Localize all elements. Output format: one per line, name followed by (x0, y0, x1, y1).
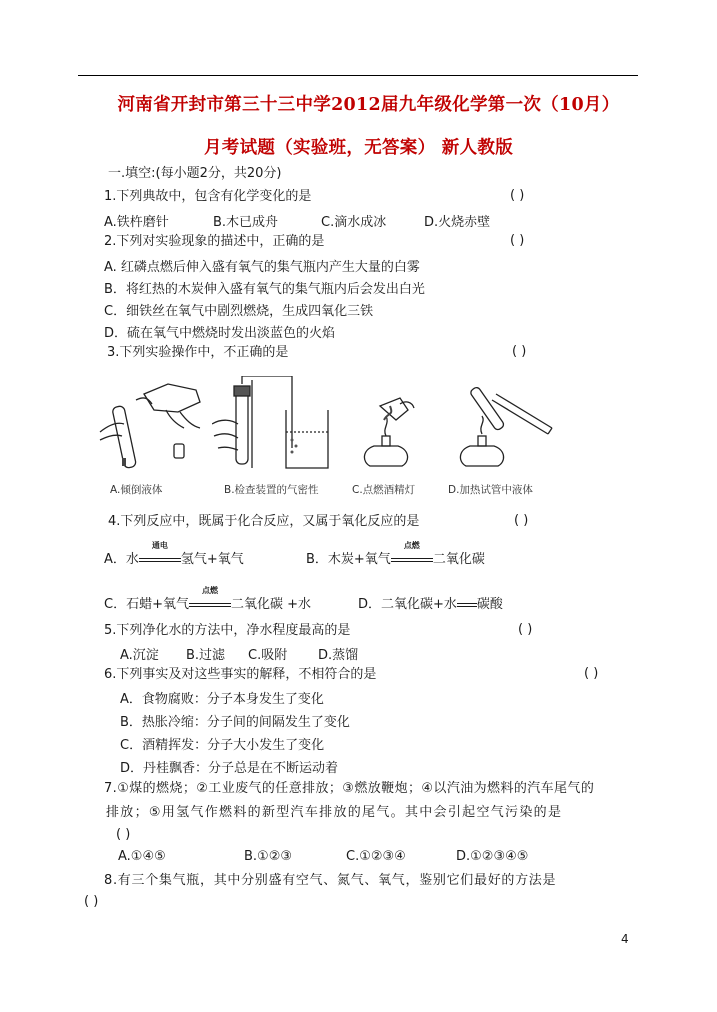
q6-option-b: B．热胀冷缩：分子间的间隔发生了变化 (120, 715, 350, 730)
q7-option-c: C.①②③④ (346, 849, 406, 864)
q8-answer-blank: ( ) (84, 894, 99, 909)
q4-c-condition: 点燃 (201, 586, 218, 595)
q3-caption-b: B.检查装置的气密性 (224, 484, 319, 496)
q5-option-d: D.蒸馏 (318, 648, 359, 663)
page-number: 4 (621, 932, 629, 946)
alcohol-lamp-lighting-illustration (356, 376, 416, 476)
q4-option-a (104, 541, 244, 567)
q4-a-reactants: A．水 (104, 552, 139, 567)
q4-stem: 4.下列反应中，既属于化合反应，又属于氧化反应的是 (108, 514, 420, 529)
q5-option-c: C.吸附 (248, 648, 288, 663)
q2-answer-blank: ( ) (510, 233, 525, 248)
title-line-2: 月考试题（实验班，无答案） 新人教版 (204, 138, 513, 158)
q7-option-b: B.①②③ (244, 849, 293, 864)
q4-c-reactants: C．石蜡+氧气 (104, 597, 189, 612)
q1-option-c: C.滴水成冰 (321, 215, 387, 230)
q3-stem: 3.下列实验操作中，不正确的是 (107, 345, 289, 360)
q3-caption-a: A.倾倒液体 (110, 484, 163, 496)
q4-a-condition: 通电 (151, 541, 168, 550)
q7-answer-blank: ( ) (116, 827, 131, 842)
header-rule (78, 75, 638, 76)
q6-option-c: C．酒精挥发：分子大小发生了变化 (120, 738, 325, 753)
q4-d-products: 碳酸 (476, 597, 503, 612)
section-heading: 一.填空:(每小题2分，共20分) (108, 166, 282, 181)
airtightness-check-illustration (212, 376, 336, 476)
q1-option-b: B.木已成舟 (213, 215, 279, 230)
q3-answer-blank: ( ) (512, 344, 527, 359)
q4-c-products: 二氧化碳 +水 (230, 597, 312, 612)
q4-option-c (104, 586, 312, 612)
q8-line-1: 8.有三个集气瓶，其中分别盛有空气、氮气、氧气，鉴别它们最好的方法是 (104, 873, 557, 888)
q2-option-b: B．将红热的木炭伸入盛有氧气的集气瓶内后会发出白光 (104, 282, 425, 297)
q3-caption-d: D.加热试管中液体 (448, 484, 533, 496)
q6-option-d: D．丹桂飘香：分子总是在不断运动着 (120, 761, 339, 776)
q4-option-b (306, 541, 485, 567)
q1-option-d: D.火烧赤壁 (424, 215, 491, 230)
q3-caption-c: C.点燃酒精灯 (352, 484, 416, 496)
q4-answer-blank: ( ) (514, 513, 529, 528)
q1-stem: 1.下列典故中，包含有化学变化的是 (104, 189, 312, 204)
q5-answer-blank: ( ) (518, 622, 533, 637)
q2-stem: 2.下列对实验现象的描述中，正确的是 (104, 234, 325, 249)
q7-line-1: 7.①煤的燃烧；②工业废气的任意排放；③燃放鞭炮；④以汽油为燃料的汽车尾气的 (104, 781, 595, 796)
q7-option-d: D.①②③④⑤ (456, 849, 529, 864)
q2-option-c: C．细铁丝在氧气中剧烈燃烧，生成四氧化三铁 (104, 304, 374, 319)
q4-b-reactants: B．木炭+氧气 (306, 552, 391, 567)
q6-option-a: A．食物腐败：分子本身发生了变化 (120, 692, 324, 707)
q4-c-arrow (189, 586, 231, 612)
q4-b-products: 二氧化碳 (432, 552, 485, 567)
q7-option-a: A.①④⑤ (118, 849, 166, 864)
q4-a-products: 氢气+氧气 (180, 552, 244, 567)
q5-stem: 5.下列净化水的方法中，净水程度最高的是 (104, 623, 351, 638)
q1-answer-blank: ( ) (510, 188, 525, 203)
q2-option-a: A. 红磷点燃后伸入盛有氧气的集气瓶内产生大量的白雾 (104, 260, 420, 275)
q5-option-a: A.沉淀 (120, 648, 159, 663)
heating-test-tube-illustration (448, 376, 554, 476)
q4-option-d (358, 593, 503, 612)
q5-option-b: B.过滤 (186, 648, 226, 663)
q4-b-arrow (391, 541, 433, 567)
q6-stem: 6.下列事实及对这些事实的解释，不相符合的是 (104, 667, 377, 682)
q4-a-arrow (139, 541, 181, 567)
q4-d-equals (457, 597, 477, 612)
title-line-1: 河南省开封市第三十三中学2012届九年级化学第一次（10月） (117, 95, 620, 115)
q4-d-reactants: D．二氧化碳+水 (358, 597, 457, 612)
pouring-liquid-illustration (96, 376, 208, 476)
q7-line-2: 排放；⑤用氢气作燃料的新型汽车排放的尾气。其中会引起空气污染的是 (106, 805, 563, 820)
q6-answer-blank: ( ) (584, 666, 599, 681)
q1-option-a: A.铁杵磨针 (104, 215, 169, 230)
q4-b-condition: 点燃 (403, 541, 420, 550)
q2-option-d: D．硫在氧气中燃烧时发出淡蓝色的火焰 (104, 326, 336, 341)
